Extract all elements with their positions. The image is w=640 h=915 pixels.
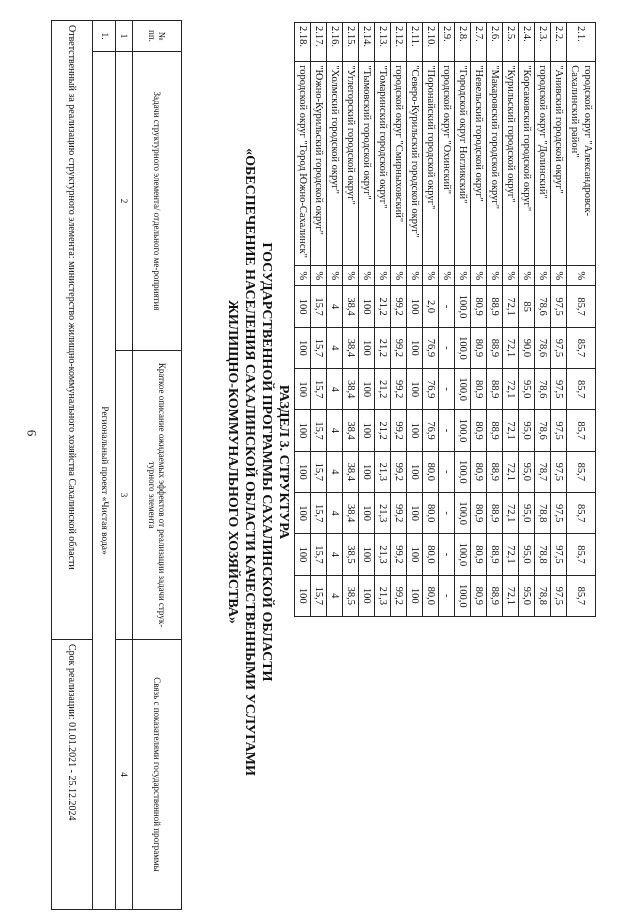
row-value: 100 bbox=[407, 534, 423, 575]
row-value: 85,7 bbox=[567, 369, 596, 410]
row-value: 38,4 bbox=[343, 492, 359, 533]
row-index: 2.7. bbox=[471, 23, 487, 62]
row-name: городской округ "Долинский" bbox=[535, 62, 551, 266]
row-name: "Корсаковский городской округ" bbox=[519, 62, 535, 266]
table-row bbox=[487, 23, 503, 617]
row-value: 21,3 bbox=[375, 451, 391, 492]
table-row bbox=[311, 23, 327, 617]
row-value: 100 bbox=[295, 286, 311, 327]
row-name: "Анивский городской округ" bbox=[551, 62, 567, 266]
row-value: 72,1 bbox=[503, 286, 519, 327]
row-value: 100,0 bbox=[455, 369, 471, 410]
row-index: 2.12. bbox=[391, 23, 407, 62]
row-value: 100 bbox=[295, 410, 311, 451]
row-name: "Поронайский городской округ" bbox=[423, 62, 439, 266]
row-value: 15,7 bbox=[311, 369, 327, 410]
table-row bbox=[359, 23, 375, 617]
heading-line-1: РАЗДЕЛ 3. СТРУКТУРА bbox=[276, 384, 291, 540]
row-value: 100 bbox=[407, 327, 423, 368]
row-name: "Холмский городской округ" bbox=[327, 62, 343, 266]
row-unit: % bbox=[359, 266, 375, 286]
row-value: 97,5 bbox=[551, 534, 567, 575]
row-value: 72,1 bbox=[503, 369, 519, 410]
row-value: 99,2 bbox=[391, 451, 407, 492]
row-name: "Невельский городской округ" bbox=[471, 62, 487, 266]
row-value: - bbox=[439, 410, 455, 451]
row-name: "Томаринский городской округ" bbox=[375, 62, 391, 266]
row-value: 95,0 bbox=[519, 451, 535, 492]
row-value: 72,1 bbox=[503, 410, 519, 451]
row-value: 80,0 bbox=[423, 451, 439, 492]
row-value: 21,3 bbox=[375, 575, 391, 616]
row-value: 76,9 bbox=[423, 410, 439, 451]
row-value: 80,0 bbox=[423, 492, 439, 533]
header-tasks: Задачи структурного элемента/ отдельного ме-роприятия bbox=[133, 52, 182, 351]
row-value: 15,7 bbox=[311, 451, 327, 492]
table-row bbox=[455, 23, 471, 617]
row-unit: % bbox=[455, 266, 471, 286]
row-name: "Углегорский городской округ" bbox=[343, 62, 359, 266]
row-index: 2.6. bbox=[487, 23, 503, 62]
row-name: "Тымовский городской округ" bbox=[359, 62, 375, 266]
row-unit: % bbox=[503, 266, 519, 286]
row-name: "Курильский городской округ" bbox=[503, 62, 519, 266]
row-value: 97,5 bbox=[551, 369, 567, 410]
row-value: 80,9 bbox=[471, 575, 487, 616]
row-value: 95,0 bbox=[519, 534, 535, 575]
header-effects: Краткое описание ожидаемых эффектов от реализации задачи струк-турного элемента bbox=[133, 351, 182, 640]
table-row bbox=[519, 23, 535, 617]
row-index: 2.13. bbox=[375, 23, 391, 62]
row-value: 85,7 bbox=[567, 410, 596, 451]
row-value: - bbox=[439, 327, 455, 368]
row-value: 88,9 bbox=[487, 410, 503, 451]
table-row bbox=[295, 23, 311, 617]
row-value: 100 bbox=[295, 327, 311, 368]
row-unit: % bbox=[519, 266, 535, 286]
row-name: городской округ "Охинский" bbox=[439, 62, 455, 266]
row-index: 2.10. bbox=[423, 23, 439, 62]
row-value: 100 bbox=[295, 451, 311, 492]
row-value: 100 bbox=[295, 575, 311, 616]
row-value: 4 bbox=[327, 327, 343, 368]
row-unit: % bbox=[327, 266, 343, 286]
row-value: 85,7 bbox=[567, 451, 596, 492]
row-value: 85 bbox=[519, 286, 535, 327]
row-value: 100,0 bbox=[455, 492, 471, 533]
row-name: городской округ "Александровск-Сахалинский район" bbox=[567, 62, 596, 266]
table-row bbox=[423, 23, 439, 617]
row-value: 97,5 bbox=[551, 492, 567, 533]
row-value: 99,2 bbox=[391, 492, 407, 533]
row-value: 80,9 bbox=[471, 286, 487, 327]
row-value: 80,9 bbox=[471, 534, 487, 575]
row-name: "Макаровский городской округ" bbox=[487, 62, 503, 266]
row-value: 15,7 bbox=[311, 327, 327, 368]
row-value: 38,4 bbox=[343, 286, 359, 327]
row-value: 78,6 bbox=[535, 327, 551, 368]
row-value: 85,7 bbox=[567, 492, 596, 533]
row-value: 80,9 bbox=[471, 492, 487, 533]
row-value: 100 bbox=[359, 327, 375, 368]
row-value: 100 bbox=[295, 369, 311, 410]
row-value: 15,7 bbox=[311, 492, 327, 533]
row-value: 97,5 bbox=[551, 327, 567, 368]
row-value: 72,1 bbox=[503, 451, 519, 492]
row-index: 2.4. bbox=[519, 23, 535, 62]
row-unit: % bbox=[535, 266, 551, 286]
row-value: 88,9 bbox=[487, 534, 503, 575]
row-value: 88,9 bbox=[487, 451, 503, 492]
row-value: 85,7 bbox=[567, 327, 596, 368]
row-index: 2.2. bbox=[551, 23, 567, 62]
row-value: 4 bbox=[327, 575, 343, 616]
row-value: 95,0 bbox=[519, 492, 535, 533]
structure-table bbox=[51, 20, 182, 910]
row-name: "Южно-Курильский городской округ" bbox=[311, 62, 327, 266]
row-value: 4 bbox=[327, 451, 343, 492]
row-value: 97,5 bbox=[551, 286, 567, 327]
col-number-4: 4 bbox=[116, 640, 133, 910]
row-value: 100 bbox=[359, 492, 375, 533]
row-value: 2,0 bbox=[423, 286, 439, 327]
table-row bbox=[343, 23, 359, 617]
col-number-2: 2 bbox=[116, 52, 133, 351]
row-value: 21,2 bbox=[375, 410, 391, 451]
page-number: 6 bbox=[24, 429, 40, 437]
row-name: "Городской округ Ногликский" bbox=[455, 62, 471, 266]
project-index: 1. bbox=[93, 21, 116, 52]
row-value: 99,2 bbox=[391, 369, 407, 410]
table-row bbox=[327, 23, 343, 617]
row-value: 100,0 bbox=[455, 410, 471, 451]
row-value: 21,2 bbox=[375, 327, 391, 368]
structure-header-row bbox=[133, 21, 182, 910]
section-heading bbox=[224, 22, 292, 902]
col-number-3: 3 bbox=[116, 351, 133, 640]
row-value: 97,5 bbox=[551, 451, 567, 492]
row-value: 100 bbox=[359, 286, 375, 327]
row-index: 2.11. bbox=[407, 23, 423, 62]
row-value: 78,8 bbox=[535, 575, 551, 616]
row-index: 2.8. bbox=[455, 23, 471, 62]
row-value: 95,0 bbox=[519, 410, 535, 451]
row-name: городской округ "Город Южно-Сахалинск" bbox=[295, 62, 311, 266]
row-unit: % bbox=[551, 266, 567, 286]
row-value: 100 bbox=[359, 534, 375, 575]
heading-line-2: ГОСУДАРСТВЕННОЙ ПРОГРАММЫ САХАЛИНСКОЙ ОБЛАСТИ bbox=[259, 242, 274, 682]
row-value: 4 bbox=[327, 492, 343, 533]
row-value: 100,0 bbox=[455, 451, 471, 492]
row-value: 38,4 bbox=[343, 410, 359, 451]
row-value: 4 bbox=[327, 369, 343, 410]
row-value: 38,5 bbox=[343, 575, 359, 616]
row-value: 21,3 bbox=[375, 492, 391, 533]
row-value: 38,4 bbox=[343, 327, 359, 368]
responsible-text: Ответственный за реализацию структурного элемента: министерство жилищно-коммунального хозяйства Сахалинской области bbox=[52, 21, 93, 640]
row-unit: % bbox=[423, 266, 439, 286]
row-value: 80,9 bbox=[471, 369, 487, 410]
row-unit: % bbox=[487, 266, 503, 286]
row-value: 100 bbox=[407, 451, 423, 492]
row-value: 100 bbox=[359, 369, 375, 410]
row-value: 100 bbox=[407, 492, 423, 533]
row-value: 80,0 bbox=[423, 575, 439, 616]
table-row bbox=[567, 23, 596, 617]
row-value: 21,3 bbox=[375, 534, 391, 575]
row-value: 85,7 bbox=[567, 534, 596, 575]
row-value: - bbox=[439, 575, 455, 616]
row-unit: % bbox=[407, 266, 423, 286]
table-row bbox=[551, 23, 567, 617]
row-value: 95,0 bbox=[519, 575, 535, 616]
row-value: 99,2 bbox=[391, 286, 407, 327]
row-value: 72,1 bbox=[503, 492, 519, 533]
row-value: - bbox=[439, 369, 455, 410]
row-value: 15,7 bbox=[311, 575, 327, 616]
row-unit: % bbox=[567, 266, 596, 286]
table-row bbox=[471, 23, 487, 617]
row-value: 76,9 bbox=[423, 327, 439, 368]
row-value: - bbox=[439, 286, 455, 327]
row-value: - bbox=[439, 451, 455, 492]
row-value: 15,7 bbox=[311, 286, 327, 327]
row-value: 100 bbox=[407, 575, 423, 616]
row-value: 97,5 bbox=[551, 410, 567, 451]
row-value: 99,2 bbox=[391, 534, 407, 575]
row-index: 2.3. bbox=[535, 23, 551, 62]
table-row bbox=[407, 23, 423, 617]
row-unit: % bbox=[375, 266, 391, 286]
table-row bbox=[375, 23, 391, 617]
row-value: - bbox=[439, 492, 455, 533]
row-value: 100 bbox=[295, 492, 311, 533]
row-value: 78,6 bbox=[535, 369, 551, 410]
row-value: 4 bbox=[327, 410, 343, 451]
row-value: 72,1 bbox=[503, 575, 519, 616]
row-value: 85,7 bbox=[567, 575, 596, 616]
row-value: 100,0 bbox=[455, 286, 471, 327]
row-value: 100 bbox=[359, 575, 375, 616]
row-value: 88,9 bbox=[487, 369, 503, 410]
row-value: 100,0 bbox=[455, 327, 471, 368]
col-number-1: 1 bbox=[116, 21, 133, 52]
header-link: Связь с показателями государственной программы bbox=[133, 640, 182, 910]
row-value: - bbox=[439, 534, 455, 575]
row-value: 88,9 bbox=[487, 286, 503, 327]
row-unit: % bbox=[343, 266, 359, 286]
heading-line-3: «ОБЕСПЕЧЕНИЕ НАСЕЛЕНИЯ САХАЛИНСКОЙ ОБЛАСТИ КАЧЕСТВЕННЫМИ УСЛУГАМИ bbox=[242, 148, 257, 776]
row-value: 90,0 bbox=[519, 327, 535, 368]
row-value: 80,9 bbox=[471, 451, 487, 492]
structure-number-row bbox=[116, 21, 133, 910]
table-row bbox=[391, 23, 407, 617]
row-value: 100,0 bbox=[455, 575, 471, 616]
row-value: 100 bbox=[359, 410, 375, 451]
indicator-table bbox=[294, 22, 596, 617]
row-unit: % bbox=[439, 266, 455, 286]
row-value: 38,4 bbox=[343, 451, 359, 492]
row-value: 4 bbox=[327, 534, 343, 575]
row-index: 2.18. bbox=[295, 23, 311, 62]
period-text: Срок реализации: 01.01.2021 - 25.12.2024 bbox=[52, 640, 93, 910]
row-index: 2.5. bbox=[503, 23, 519, 62]
project-row bbox=[93, 21, 116, 910]
row-value: 78,7 bbox=[535, 451, 551, 492]
row-value: 99,2 bbox=[391, 410, 407, 451]
row-value: 88,9 bbox=[487, 327, 503, 368]
row-value: 15,7 bbox=[311, 534, 327, 575]
row-value: 100 bbox=[295, 534, 311, 575]
responsible-row bbox=[52, 21, 93, 910]
table-row bbox=[535, 23, 551, 617]
row-value: 38,4 bbox=[343, 369, 359, 410]
row-value: 100 bbox=[407, 286, 423, 327]
row-name: городской округ "Смирныховский" bbox=[391, 62, 407, 266]
row-value: 100,0 bbox=[455, 534, 471, 575]
header-number: № пп. bbox=[133, 21, 182, 52]
row-value: 15,7 bbox=[311, 410, 327, 451]
row-value: 76,9 bbox=[423, 369, 439, 410]
row-index: 2.14. bbox=[359, 23, 375, 62]
table-row bbox=[439, 23, 455, 617]
project-name: Региональный проект «Чистая вода» bbox=[93, 52, 116, 910]
row-value: 88,9 bbox=[487, 492, 503, 533]
row-name: "Северо-Курильский городской округ" bbox=[407, 62, 423, 266]
row-value: 78,6 bbox=[535, 286, 551, 327]
row-unit: % bbox=[391, 266, 407, 286]
row-value: 100 bbox=[359, 451, 375, 492]
row-value: 80,0 bbox=[423, 534, 439, 575]
row-value: 78,8 bbox=[535, 492, 551, 533]
row-index: 2.9. bbox=[439, 23, 455, 62]
row-unit: % bbox=[311, 266, 327, 286]
row-value: 100 bbox=[407, 369, 423, 410]
table-row bbox=[503, 23, 519, 617]
row-index: 2.15. bbox=[343, 23, 359, 62]
row-value: 100 bbox=[407, 410, 423, 451]
row-value: 99,2 bbox=[391, 327, 407, 368]
row-value: 88,9 bbox=[487, 575, 503, 616]
heading-line-4: ЖИЛИЩНО-КОММУНАЛЬНОГО ХОЗЯЙСТВА» bbox=[225, 300, 240, 624]
row-value: 78,6 bbox=[535, 410, 551, 451]
row-value: 4 bbox=[327, 286, 343, 327]
row-value: 21,2 bbox=[375, 286, 391, 327]
row-value: 80,9 bbox=[471, 327, 487, 368]
row-value: 78,8 bbox=[535, 534, 551, 575]
row-value: 99,2 bbox=[391, 575, 407, 616]
row-value: 72,1 bbox=[503, 327, 519, 368]
row-value: 38,5 bbox=[343, 534, 359, 575]
row-value: 97,5 bbox=[551, 575, 567, 616]
row-value: 80,9 bbox=[471, 410, 487, 451]
row-unit: % bbox=[471, 266, 487, 286]
row-index: 2.16. bbox=[327, 23, 343, 62]
row-value: 72,1 bbox=[503, 534, 519, 575]
row-value: 95,0 bbox=[519, 369, 535, 410]
row-index: 2.1. bbox=[567, 23, 596, 62]
row-index: 2.17. bbox=[311, 23, 327, 62]
row-value: 85,7 bbox=[567, 286, 596, 327]
row-value: 21,2 bbox=[375, 369, 391, 410]
row-unit: % bbox=[295, 266, 311, 286]
